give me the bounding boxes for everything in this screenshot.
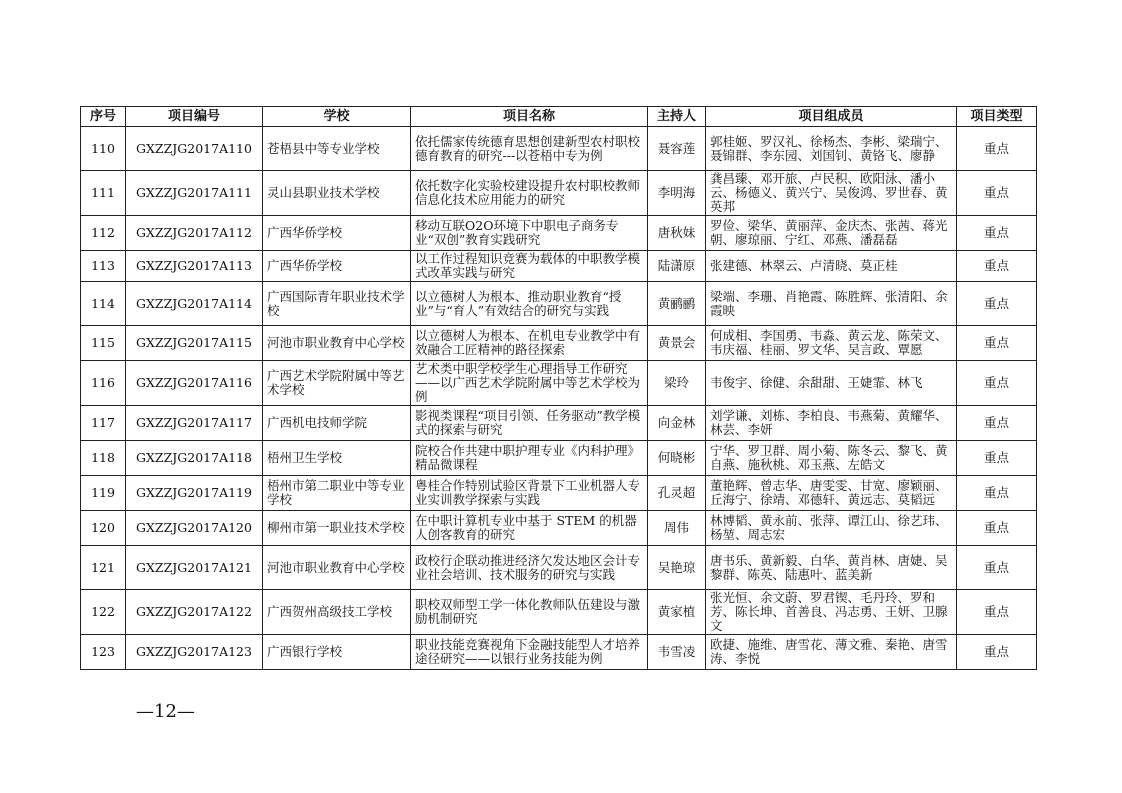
project-members: 唐书乐、黄新毅、白华、黄肖林、唐婕、吴黎群、陈英、陆惠叶、蓝美新 — [706, 546, 957, 590]
project-title: 以立德树人为根本、推动职业教育“授业”与“育人”有效结合的研究与实践 — [411, 282, 648, 326]
project-code: GXZZJG2017A122 — [126, 590, 263, 635]
project-host: 黄鹂鹂 — [648, 282, 706, 326]
school-name: 河池市职业教育中心学校 — [263, 326, 411, 361]
project-title: 艺术类中职学校学生心理指导工作研究——以广西艺术学院附属中等艺术学校为例 — [411, 361, 648, 406]
table-row — [81, 326, 1037, 361]
table-row — [81, 406, 1037, 441]
row-number: 110 — [81, 127, 126, 171]
project-type: 重点 — [957, 361, 1037, 406]
school-name: 广西机电技师学院 — [263, 406, 411, 441]
project-title: 移动互联O2O环境下中职电子商务专业“双创”教育实践研究 — [411, 216, 648, 251]
project-host: 何晓彬 — [648, 441, 706, 476]
school-name: 广西华侨学校 — [263, 251, 411, 282]
project-type: 重点 — [957, 546, 1037, 590]
project-host: 梁玲 — [648, 361, 706, 406]
row-number: 120 — [81, 511, 126, 546]
project-members: 何成相、李国勇、韦淼、黄云龙、陈荣文、韦庆福、桂丽、罗文华、吴言政、覃愿 — [706, 326, 957, 361]
project-code: GXZZJG2017A118 — [126, 441, 263, 476]
table-row — [81, 546, 1037, 590]
project-host: 李明海 — [648, 171, 706, 216]
project-members: 韦俊宇、徐健、余甜甜、王婕霏、林飞 — [706, 361, 957, 406]
table-row — [81, 441, 1037, 476]
row-number: 121 — [81, 546, 126, 590]
project-members: 欧捷、施维、唐雪花、薄文雅、秦艳、唐雪涛、李悦 — [706, 635, 957, 670]
table-row — [81, 216, 1037, 251]
project-host: 吴艳琼 — [648, 546, 706, 590]
project-host: 周伟 — [648, 511, 706, 546]
project-members: 张建德、林翠云、卢清晓、莫正桂 — [706, 251, 957, 282]
project-host: 向金林 — [648, 406, 706, 441]
row-number: 119 — [81, 476, 126, 511]
project-type: 重点 — [957, 282, 1037, 326]
header-host: 主持人 — [648, 107, 706, 127]
project-members: 罗俭、梁华、黄丽萍、金庆杰、张茜、蒋光朝、廖琼丽、宁红、邓燕、潘磊磊 — [706, 216, 957, 251]
row-number: 122 — [81, 590, 126, 635]
project-code: GXZZJG2017A115 — [126, 326, 263, 361]
table-body — [81, 127, 1037, 670]
project-members: 龚昌臻、邓开旅、卢民积、欧阳泳、潘小云、杨德义、黄兴宁、吴俊鸿、罗世春、黄英邦 — [706, 171, 957, 216]
header-type: 项目类型 — [957, 107, 1037, 127]
project-code: GXZZJG2017A123 — [126, 635, 263, 670]
school-name: 柳州市第一职业技术学校 — [263, 511, 411, 546]
project-type: 重点 — [957, 406, 1037, 441]
table-row — [81, 361, 1037, 406]
table-row — [81, 127, 1037, 171]
header-members: 项目组成员 — [706, 107, 957, 127]
school-name: 广西艺术学院附属中等艺术学校 — [263, 361, 411, 406]
project-type: 重点 — [957, 511, 1037, 546]
row-number: 112 — [81, 216, 126, 251]
project-host: 聂容莲 — [648, 127, 706, 171]
project-code: GXZZJG2017A119 — [126, 476, 263, 511]
row-number: 111 — [81, 171, 126, 216]
project-members: 宁华、罗卫群、周小菊、陈冬云、黎飞、黄自燕、施秋桃、邓玉燕、左皓文 — [706, 441, 957, 476]
school-name: 梧州卫生学校 — [263, 441, 411, 476]
school-name: 苍梧县中等专业学校 — [263, 127, 411, 171]
project-title: 院校合作共建中职护理专业《内科护理》精品微课程 — [411, 441, 648, 476]
project-type: 重点 — [957, 590, 1037, 635]
projects-table — [80, 106, 1037, 670]
table-header-row — [81, 107, 1037, 127]
table-row — [81, 171, 1037, 216]
header-school: 学校 — [263, 107, 411, 127]
table-row — [81, 476, 1037, 511]
row-number: 123 — [81, 635, 126, 670]
row-number: 117 — [81, 406, 126, 441]
project-title: 职业技能竞赛视角下金融技能型人才培养途径研究——以银行业务技能为例 — [411, 635, 648, 670]
header-no: 序号 — [81, 107, 126, 127]
header-code: 项目编号 — [126, 107, 263, 127]
school-name: 梧州市第二职业中等专业学校 — [263, 476, 411, 511]
row-number: 118 — [81, 441, 126, 476]
project-code: GXZZJG2017A120 — [126, 511, 263, 546]
project-code: GXZZJG2017A114 — [126, 282, 263, 326]
project-host: 韦雪凌 — [648, 635, 706, 670]
project-host: 黄景会 — [648, 326, 706, 361]
project-host: 孔灵超 — [648, 476, 706, 511]
school-name: 广西国际青年职业技术学校 — [263, 282, 411, 326]
project-type: 重点 — [957, 635, 1037, 670]
table-row — [81, 590, 1037, 635]
project-code: GXZZJG2017A121 — [126, 546, 263, 590]
project-type: 重点 — [957, 251, 1037, 282]
table-row — [81, 511, 1037, 546]
project-members: 林博韬、黄永前、张萍、谭江山、徐艺玮、杨堃、周志宏 — [706, 511, 957, 546]
project-type: 重点 — [957, 441, 1037, 476]
project-members: 董艳辉、曾志华、唐雯雯、甘宽、廖颖丽、丘海宁、徐靖、邓德轩、黄远志、莫韬远 — [706, 476, 957, 511]
project-title: 依托数字化实验校建设提升农村职校教师信息化技术应用能力的研究 — [411, 171, 648, 216]
project-title: 在中职计算机专业中基于 STEM 的机器人创客教育的研究 — [411, 511, 648, 546]
table-row — [81, 635, 1037, 670]
project-host: 陆潇原 — [648, 251, 706, 282]
project-host: 唐秋妹 — [648, 216, 706, 251]
project-members: 郭桂姬、罗汉礼、徐杨杰、李彬、梁瑞宁、聂锦群、李东园、刘国钊、黄铬飞、廖静 — [706, 127, 957, 171]
project-title: 以立德树人为根本、在机电专业教学中有效融合工匠精神的路径探索 — [411, 326, 648, 361]
project-type: 重点 — [957, 127, 1037, 171]
school-name: 广西银行学校 — [263, 635, 411, 670]
project-title: 影视类课程“项目引领、任务驱动”教学模式的探索与研究 — [411, 406, 648, 441]
table-row — [81, 251, 1037, 282]
row-number: 114 — [81, 282, 126, 326]
school-name: 广西贺州高级技工学校 — [263, 590, 411, 635]
project-code: GXZZJG2017A113 — [126, 251, 263, 282]
project-title: 政校行企联动推进经济欠发达地区会计专业社会培训、技术服务的研究与实践 — [411, 546, 648, 590]
row-number: 113 — [81, 251, 126, 282]
project-code: GXZZJG2017A111 — [126, 171, 263, 216]
project-members: 张光恒、余文蔚、罗君锲、毛丹玲、罗和芳、陈长坤、首善良、冯志勇、王妍、卫腺文 — [706, 590, 957, 635]
row-number: 116 — [81, 361, 126, 406]
project-type: 重点 — [957, 171, 1037, 216]
row-number: 115 — [81, 326, 126, 361]
project-code: GXZZJG2017A116 — [126, 361, 263, 406]
project-title: 粤桂合作特别试验区背景下工业机器人专业实训教学探索与实践 — [411, 476, 648, 511]
project-members: 刘学谦、刘栋、李柏良、韦燕菊、黄耀华、林芸、李妍 — [706, 406, 957, 441]
project-code: GXZZJG2017A110 — [126, 127, 263, 171]
school-name: 广西华侨学校 — [263, 216, 411, 251]
page-number: —12— — [136, 701, 195, 722]
project-title: 以工作过程知识竞赛为载体的中职教学模式改革实践与研究 — [411, 251, 648, 282]
project-type: 重点 — [957, 216, 1037, 251]
school-name: 灵山县职业技术学校 — [263, 171, 411, 216]
project-host: 黄家植 — [648, 590, 706, 635]
table-row — [81, 282, 1037, 326]
project-type: 重点 — [957, 326, 1037, 361]
project-type: 重点 — [957, 476, 1037, 511]
project-title: 依托儒家传统德育思想创建新型农村职校德育教育的研究---以苍梧中专为例 — [411, 127, 648, 171]
project-members: 梁端、李珊、肖艳霞、陈胜辉、张清阳、余霞映 — [706, 282, 957, 326]
project-code: GXZZJG2017A112 — [126, 216, 263, 251]
project-title: 职校双师型工学一体化教师队伍建设与激励机制研究 — [411, 590, 648, 635]
header-title: 项目名称 — [411, 107, 648, 127]
project-code: GXZZJG2017A117 — [126, 406, 263, 441]
school-name: 河池市职业教育中心学校 — [263, 546, 411, 590]
